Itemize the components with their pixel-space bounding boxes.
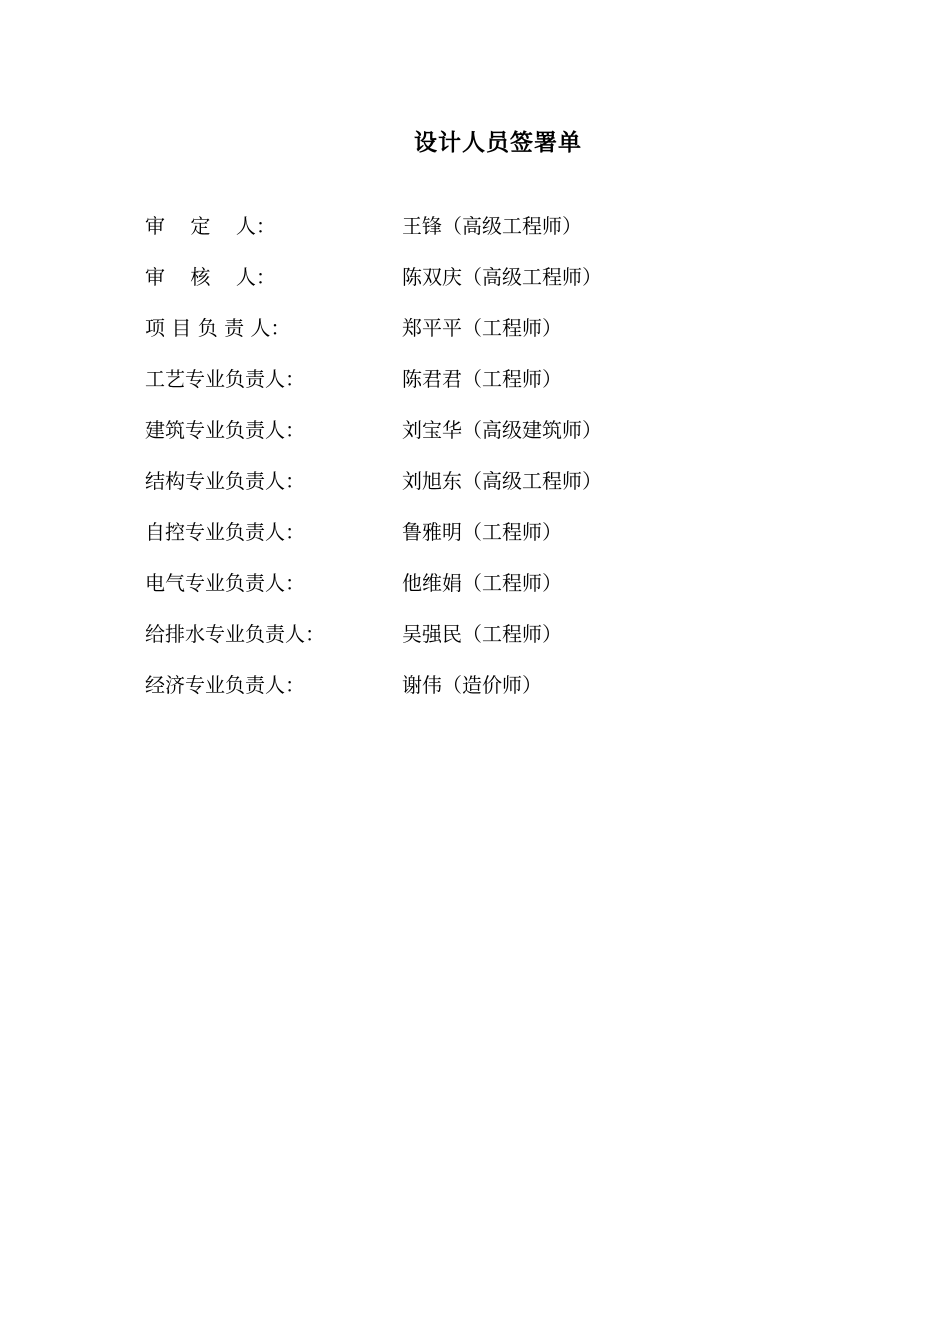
signatory-row: [145, 517, 845, 568]
signatory-name: 王锋（高级工程师）: [402, 214, 582, 238]
signatory-role: 电气专业负责人：: [145, 571, 305, 595]
signatory-name: 刘宝华（高级建筑师）: [402, 418, 602, 442]
signatory-row: [145, 670, 845, 721]
signatory-name: 郑平平（工程师）: [402, 316, 562, 340]
signatory-row: [145, 466, 845, 517]
signatory-row: [145, 415, 845, 466]
signatory-name: 刘旭东（高级工程师）: [402, 469, 602, 493]
signatory-name: 陈双庆（高级工程师）: [402, 265, 602, 289]
signatory-name: 鲁雅明（工程师）: [402, 520, 562, 544]
signatory-role: 建筑专业负责人：: [145, 418, 305, 442]
signatory-row: [145, 568, 845, 619]
signatory-name: 吴强民（工程师）: [402, 622, 562, 646]
signatory-role: 项 目 负 责 人：: [145, 316, 291, 340]
page-title: 设计人员签署单: [414, 130, 582, 156]
signatory-name: 陈君君（工程师）: [402, 367, 562, 391]
signatory-name: 他维娟（工程师）: [402, 571, 562, 595]
signatory-role: 结构专业负责人：: [145, 469, 305, 493]
signatory-role: 审 核 人：: [145, 265, 276, 289]
signatory-role: 经济专业负责人：: [145, 673, 305, 697]
signatory-name: 谢伟（造价师）: [402, 673, 542, 697]
signatory-role: 给排水专业负责人：: [145, 622, 325, 646]
signatory-role: 工艺专业负责人：: [145, 367, 305, 391]
signatory-row: [145, 619, 845, 670]
signatory-row: [145, 211, 845, 262]
signatory-role: 审 定 人：: [145, 214, 276, 238]
signatory-row: [145, 262, 845, 313]
signatory-row: [145, 313, 845, 364]
signatory-role: 自控专业负责人：: [145, 520, 305, 544]
signatory-row: [145, 364, 845, 415]
signatory-list: [145, 211, 845, 721]
